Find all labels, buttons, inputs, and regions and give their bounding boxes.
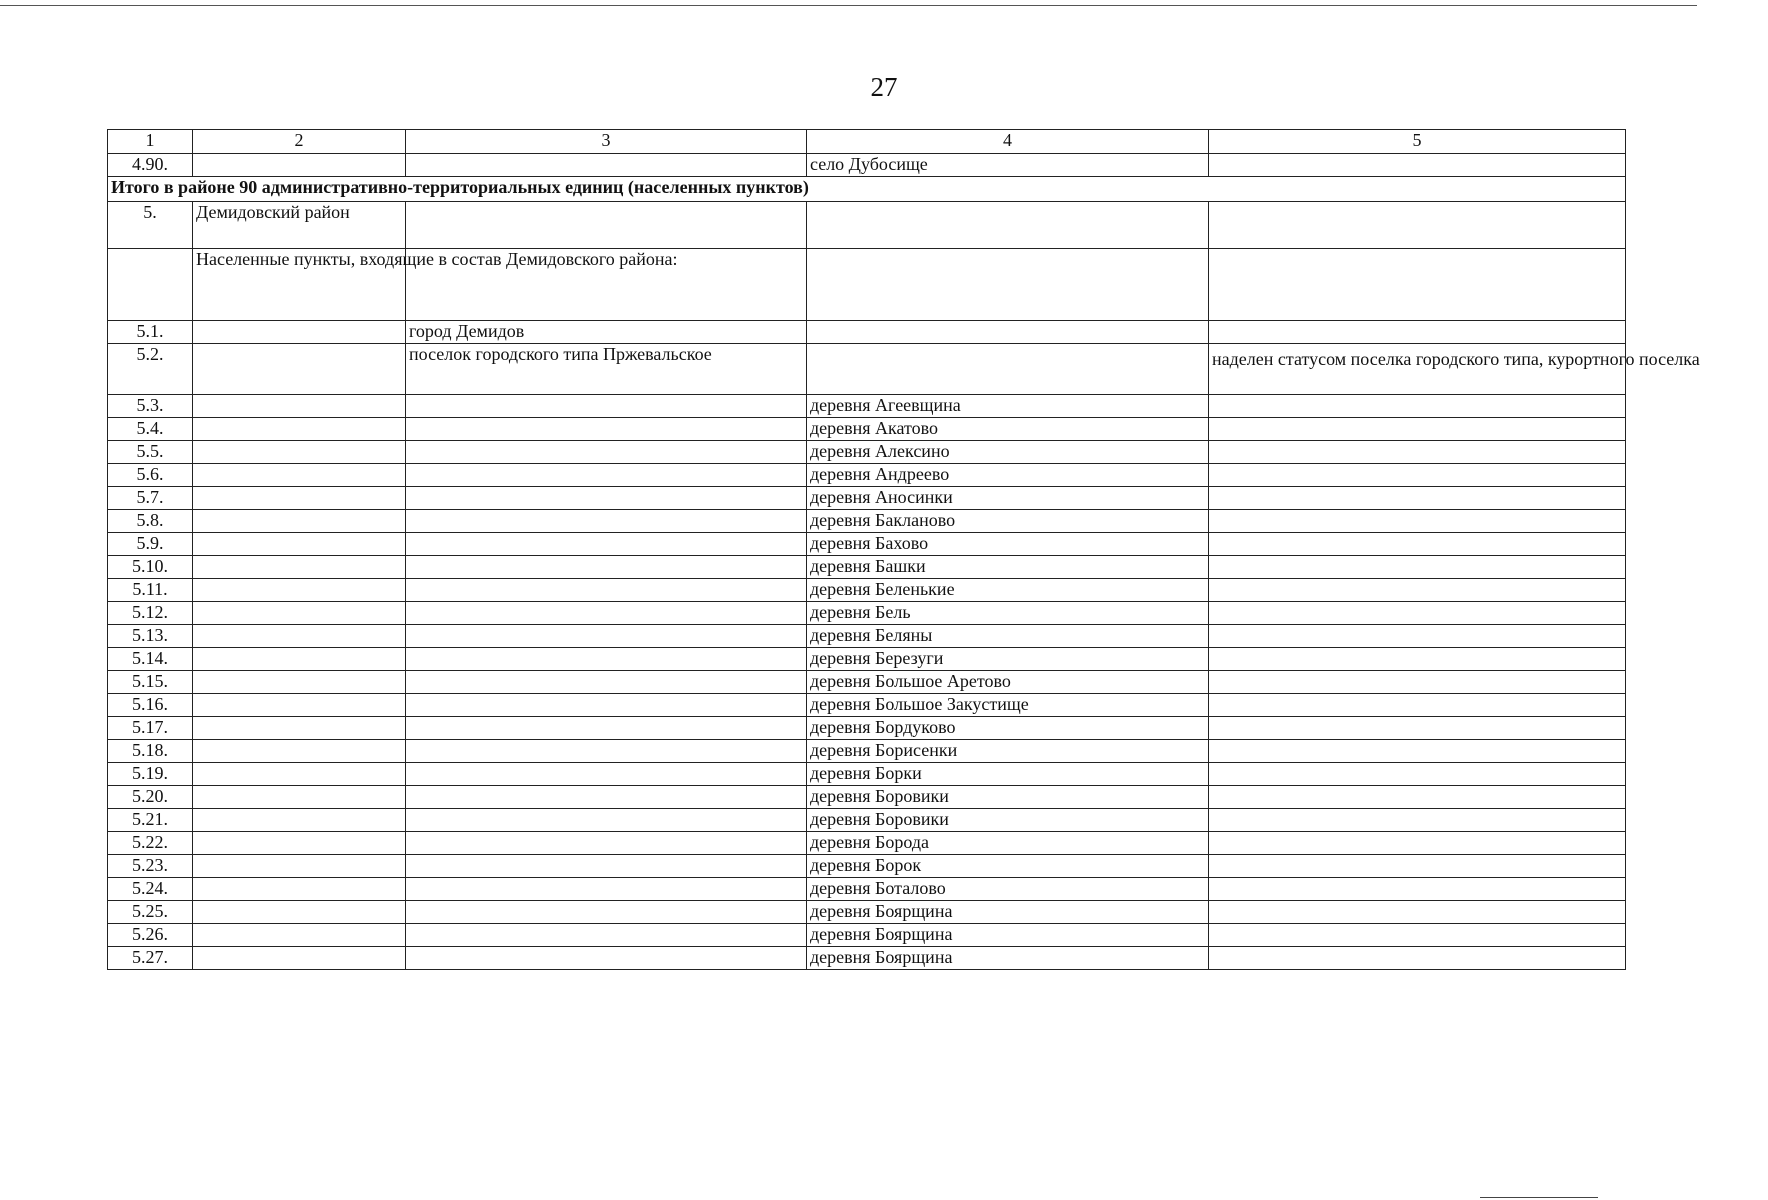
cell-col2	[193, 832, 406, 855]
table-row	[108, 740, 1626, 763]
column-number-header	[108, 130, 1626, 154]
cell-col3	[406, 510, 807, 533]
row-number: 5.11.	[108, 579, 193, 602]
cell-col5	[1209, 671, 1626, 694]
cell-col2	[193, 901, 406, 924]
cell-col5	[1209, 510, 1626, 533]
row-number: 5.5.	[108, 441, 193, 464]
cell-col3	[406, 671, 807, 694]
cell-col2	[193, 924, 406, 947]
row-number: 5.8.	[108, 510, 193, 533]
cell-col5	[1209, 533, 1626, 556]
district-total-row	[108, 177, 1626, 202]
row-number: 5.15.	[108, 671, 193, 694]
table-row	[108, 418, 1626, 441]
row-number: 5.24.	[108, 878, 193, 901]
cell-col2	[193, 878, 406, 901]
table-row	[108, 809, 1626, 832]
cell-col2	[193, 717, 406, 740]
table-row	[108, 464, 1626, 487]
cell-col4	[807, 344, 1209, 395]
row-number: 5.6.	[108, 464, 193, 487]
table-row	[108, 648, 1626, 671]
cell-col5	[1209, 579, 1626, 602]
cell-col3	[406, 441, 807, 464]
cell-col5	[1209, 154, 1626, 177]
settlements-table	[107, 129, 1700, 970]
table-row	[108, 344, 1626, 395]
row-number: 5.26.	[108, 924, 193, 947]
row-number: 5.22.	[108, 832, 193, 855]
cell-col2	[193, 321, 406, 344]
cell-col5	[1209, 418, 1626, 441]
village-name: деревня Борода	[807, 832, 1209, 855]
bottom-rule	[1480, 1197, 1598, 1198]
cell-col4: село Дубосище	[807, 154, 1209, 177]
table-row	[108, 395, 1626, 418]
cell-col2	[193, 602, 406, 625]
cell-col5	[1209, 694, 1626, 717]
district-total-text: Итого в районе 90 административно-территориальных единиц (населенных пунктов)	[108, 177, 1626, 202]
row-number: 5.9.	[108, 533, 193, 556]
table-row	[108, 510, 1626, 533]
cell-col3	[406, 202, 807, 249]
cell-col3	[406, 579, 807, 602]
city-name: город Демидов	[406, 321, 807, 344]
table-row	[108, 924, 1626, 947]
row-number: 5.18.	[108, 740, 193, 763]
cell-col3	[406, 154, 807, 177]
village-name: деревня Агеевщина	[807, 395, 1209, 418]
table-row	[108, 694, 1626, 717]
district-name: Демидовский район	[193, 202, 406, 249]
table-row	[108, 556, 1626, 579]
cell-col5	[1209, 395, 1626, 418]
row-number: 5.16.	[108, 694, 193, 717]
row-number: 5.20.	[108, 786, 193, 809]
table-row	[108, 487, 1626, 510]
column-header-2: 2	[193, 130, 406, 154]
row-number: 5.23.	[108, 855, 193, 878]
row-number: 5.27.	[108, 947, 193, 970]
cell-col2	[193, 533, 406, 556]
village-name: деревня Боровики	[807, 809, 1209, 832]
cell-col5	[1209, 648, 1626, 671]
row-number: 5.7.	[108, 487, 193, 510]
village-name: деревня Беленькие	[807, 579, 1209, 602]
cell-col5	[1209, 487, 1626, 510]
cell-col4	[807, 202, 1209, 249]
column-header-1: 1	[108, 130, 193, 154]
cell-col3	[406, 694, 807, 717]
table-row	[108, 717, 1626, 740]
row-number: 5.25.	[108, 901, 193, 924]
cell-col2	[193, 556, 406, 579]
table-row	[108, 441, 1626, 464]
cell-col5	[1209, 809, 1626, 832]
cell-col2	[193, 671, 406, 694]
cell-col1	[108, 249, 193, 321]
settlement-name: поселок городского типа Пржевальское	[406, 344, 807, 395]
cell-col5	[1209, 855, 1626, 878]
table-row	[108, 533, 1626, 556]
village-name: деревня Березуги	[807, 648, 1209, 671]
cell-col2	[193, 395, 406, 418]
cell-col3	[406, 878, 807, 901]
cell-col2	[193, 763, 406, 786]
village-name: деревня Боярщина	[807, 901, 1209, 924]
cell-col3	[406, 947, 807, 970]
top-rule	[0, 5, 1697, 6]
cell-col3	[406, 602, 807, 625]
table-row	[108, 855, 1626, 878]
cell-col5	[1209, 924, 1626, 947]
row-number: 5.14.	[108, 648, 193, 671]
cell-col3	[406, 395, 807, 418]
village-name: деревня Борки	[807, 763, 1209, 786]
village-name: деревня Боярщина	[807, 947, 1209, 970]
table-row	[108, 579, 1626, 602]
cell-col3	[406, 625, 807, 648]
row-number: 5.13.	[108, 625, 193, 648]
column-header-5: 5	[1209, 130, 1626, 154]
cell-col4	[807, 321, 1209, 344]
village-name: деревня Андреево	[807, 464, 1209, 487]
cell-col5	[1209, 717, 1626, 740]
village-name: деревня Большое Закустище	[807, 694, 1209, 717]
cell-col5	[1209, 602, 1626, 625]
cell-col5	[1209, 441, 1626, 464]
table-row	[108, 321, 1626, 344]
cell-col2	[193, 694, 406, 717]
village-name: деревня Акатово	[807, 418, 1209, 441]
table-row	[108, 671, 1626, 694]
cell-col2	[193, 464, 406, 487]
cell-col2	[193, 510, 406, 533]
district-note: Населенные пункты, входящие в состав Демидовского района:	[193, 249, 406, 321]
cell-col5	[1209, 321, 1626, 344]
table-row	[108, 947, 1626, 970]
cell-col2	[193, 809, 406, 832]
cell-col5	[1209, 249, 1626, 321]
cell-col3	[406, 763, 807, 786]
cell-col2	[193, 786, 406, 809]
cell-col5	[1209, 878, 1626, 901]
village-name: деревня Боталово	[807, 878, 1209, 901]
cell-col3	[406, 556, 807, 579]
cell-col5	[1209, 625, 1626, 648]
district-number: 5.	[108, 202, 193, 249]
table-row	[108, 602, 1626, 625]
village-name: деревня Бель	[807, 602, 1209, 625]
column-header-4: 4	[807, 130, 1209, 154]
village-name: деревня Беляны	[807, 625, 1209, 648]
cell-col3	[406, 740, 807, 763]
village-name: деревня Аносинки	[807, 487, 1209, 510]
village-name: деревня Алексино	[807, 441, 1209, 464]
cell-col3	[406, 786, 807, 809]
village-name: деревня Боярщина	[807, 924, 1209, 947]
cell-col3	[406, 464, 807, 487]
cell-col5	[1209, 202, 1626, 249]
row-number: 5.3.	[108, 395, 193, 418]
page-number: 27	[870, 72, 898, 102]
cell-col2	[193, 648, 406, 671]
cell-col5	[1209, 556, 1626, 579]
cell-col2	[193, 441, 406, 464]
cell-col3	[406, 809, 807, 832]
village-name: деревня Башки	[807, 556, 1209, 579]
row-number: 5.17.	[108, 717, 193, 740]
cell-col2	[193, 344, 406, 395]
cell-col3	[406, 418, 807, 441]
cell-col5	[1209, 464, 1626, 487]
table-row	[108, 786, 1626, 809]
row-number: 5.2.	[108, 344, 193, 395]
cell-col5	[1209, 763, 1626, 786]
row-number: 5.21.	[108, 809, 193, 832]
row-number: 5.12.	[108, 602, 193, 625]
table-row	[108, 901, 1626, 924]
status-note: наделен статусом поселка городского типа, курортного поселка	[1209, 344, 1626, 395]
village-name: деревня Боровики	[807, 786, 1209, 809]
cell-col3	[406, 533, 807, 556]
district-note-row	[108, 249, 1626, 321]
village-name: деревня Бордуково	[807, 717, 1209, 740]
cell-col4	[807, 249, 1209, 321]
cell-col5	[1209, 786, 1626, 809]
cell-col5	[1209, 901, 1626, 924]
cell-col5	[1209, 947, 1626, 970]
table-row	[108, 878, 1626, 901]
cell-col2	[193, 487, 406, 510]
column-header-3: 3	[406, 130, 807, 154]
village-name: деревня Борок	[807, 855, 1209, 878]
cell-col2	[193, 579, 406, 602]
cell-col2	[193, 740, 406, 763]
cell-col3	[406, 924, 807, 947]
village-name: деревня Бахово	[807, 533, 1209, 556]
cell-col2	[193, 154, 406, 177]
table-row	[108, 832, 1626, 855]
cell-col2	[193, 418, 406, 441]
cell-col2	[193, 625, 406, 648]
cell-col3	[406, 832, 807, 855]
row-number: 5.10.	[108, 556, 193, 579]
table-row	[108, 625, 1626, 648]
cell-col2	[193, 947, 406, 970]
district-row	[108, 202, 1626, 249]
row-number: 5.1.	[108, 321, 193, 344]
row-number: 5.4.	[108, 418, 193, 441]
cell-col3	[406, 901, 807, 924]
row-number: 5.19.	[108, 763, 193, 786]
cell-col3	[406, 855, 807, 878]
row-number: 4.90.	[108, 154, 193, 177]
table-row	[108, 763, 1626, 786]
cell-col3	[406, 648, 807, 671]
village-name: деревня Бакланово	[807, 510, 1209, 533]
village-name: деревня Борисенки	[807, 740, 1209, 763]
cell-col3	[406, 717, 807, 740]
cell-col2	[193, 855, 406, 878]
table-row	[108, 154, 1626, 177]
village-name: деревня Большое Аретово	[807, 671, 1209, 694]
cell-col5	[1209, 740, 1626, 763]
cell-col5	[1209, 832, 1626, 855]
cell-col3	[406, 487, 807, 510]
